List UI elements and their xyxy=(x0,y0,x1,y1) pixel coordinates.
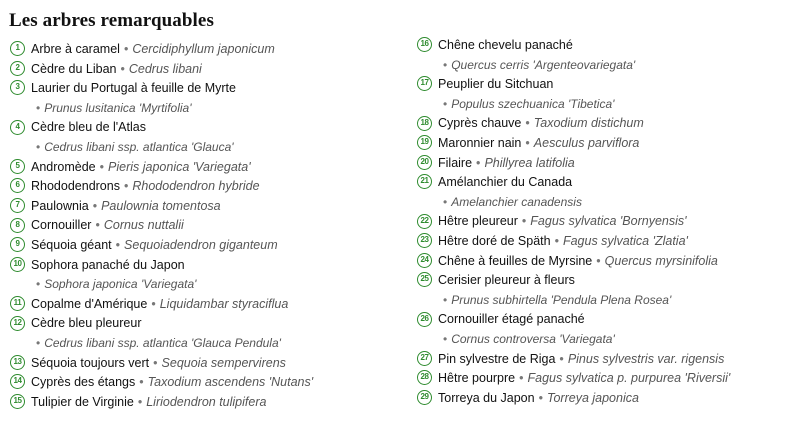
tree-entry-latin-line xyxy=(10,334,405,354)
latin-name: Fagus sylvatica p. purpurea 'Riversii' xyxy=(527,371,731,386)
common-name: Pin sylvestre de Riga xyxy=(438,351,556,366)
latin-name: Amelanchier canadensis xyxy=(451,194,582,209)
separator-dot: • xyxy=(443,57,448,72)
separator-dot: • xyxy=(443,331,448,346)
common-name: Copalme d'Amérique xyxy=(31,296,148,311)
tree-entry xyxy=(10,177,405,197)
common-name: Cornouiller xyxy=(31,218,92,233)
tree-entry xyxy=(417,212,797,232)
common-name: Amélanchier du Canada xyxy=(438,175,573,190)
separator-dot: • xyxy=(36,139,41,154)
tree-entry xyxy=(10,354,405,374)
number-badge: 9 xyxy=(10,237,25,252)
common-name: Arbre à caramel xyxy=(31,42,120,56)
latin-name: Cornus controversa 'Variegata' xyxy=(451,331,615,346)
common-name: Hêtre pourpre xyxy=(438,371,516,386)
common-name: Maronnier nain xyxy=(438,135,522,150)
latin-name: Cedrus libani ssp. atlantica 'Glauca Pendula' xyxy=(44,335,281,350)
separator-dot: • xyxy=(36,335,41,350)
number-badge: 10 xyxy=(10,257,25,272)
tree-entry xyxy=(10,197,405,217)
tree-entry xyxy=(10,216,405,236)
tree-entry-latin-line xyxy=(417,291,797,311)
latin-name: Fagus sylvatica 'Bornyensis' xyxy=(530,214,687,229)
separator-dot: • xyxy=(137,394,143,409)
number-badge: 4 xyxy=(10,120,25,135)
latin-name: Cornus nuttalii xyxy=(103,218,184,233)
common-name: Laurier du Portugal à feuille de Myrte xyxy=(31,81,236,96)
latin-name: Torreya japonica xyxy=(546,390,639,405)
separator-dot: • xyxy=(139,375,144,390)
common-name: Cèdre bleu pleureur xyxy=(31,316,142,331)
tree-entry-latin-line xyxy=(417,95,797,115)
common-name: Hêtre doré de Späth xyxy=(438,233,551,248)
number-badge: 20 xyxy=(417,155,432,170)
number-badge: 26 xyxy=(417,312,432,327)
common-name: Cerisier pleureur à fleurs xyxy=(438,273,575,288)
separator-dot: • xyxy=(538,390,543,405)
common-name: Sophora panaché du Japon xyxy=(31,257,185,272)
separator-dot: • xyxy=(115,237,121,252)
common-name: Séquoia géant xyxy=(31,237,112,252)
latin-name: Prunus lusitanica 'Myrtifolia' xyxy=(44,100,192,115)
tree-entry xyxy=(10,256,405,276)
tree-entry xyxy=(417,173,797,193)
tree-entry xyxy=(10,314,405,334)
number-badge: 14 xyxy=(10,374,25,389)
latin-name: Sequoiadendron giganteum xyxy=(124,237,278,252)
common-name: Cèdre bleu de l'Atlas xyxy=(31,120,146,135)
separator-dot: • xyxy=(521,214,527,229)
separator-dot: • xyxy=(95,218,100,233)
common-name: Cornouiller étagé panaché xyxy=(438,312,585,327)
tree-entry xyxy=(417,369,797,389)
number-badge: 8 xyxy=(10,218,25,233)
common-name: Chêne à feuilles de Myrsine xyxy=(438,253,593,268)
common-name: Chêne chevelu panaché xyxy=(438,38,573,52)
separator-dot: • xyxy=(525,135,530,150)
separator-dot: • xyxy=(554,233,559,248)
tree-entry xyxy=(417,310,797,330)
separator-dot: • xyxy=(596,253,601,268)
number-badge: 5 xyxy=(10,159,25,174)
tree-entry xyxy=(10,393,405,413)
latin-name: Cedrus libani xyxy=(128,61,202,76)
tree-entry xyxy=(417,154,797,174)
latin-name: Sequoia sempervirens xyxy=(161,355,286,370)
common-name: Filaire xyxy=(438,155,473,170)
tree-entry-latin-line xyxy=(10,99,405,119)
tree-entry xyxy=(417,271,797,291)
tree-entry xyxy=(417,75,797,95)
tree-entry xyxy=(417,36,797,56)
latin-name: Fagus sylvatica 'Zlatia' xyxy=(562,233,688,248)
number-badge: 2 xyxy=(10,61,25,76)
separator-dot: • xyxy=(36,277,41,292)
latin-name: Liriodendron tulipifera xyxy=(146,394,267,409)
number-badge: 7 xyxy=(10,198,25,213)
common-name: Torreya du Japon xyxy=(438,390,535,405)
number-badge: 6 xyxy=(10,178,25,193)
latin-name: Cercidiphyllum japonicum xyxy=(132,42,275,56)
tree-entry xyxy=(417,389,797,409)
tree-entry xyxy=(10,60,405,80)
separator-dot: • xyxy=(92,198,98,213)
tree-entry-latin-line xyxy=(417,330,797,350)
latin-name: Populus szechuanica 'Tibetica' xyxy=(451,96,615,111)
tree-entry xyxy=(10,118,405,138)
separator-dot: • xyxy=(151,296,156,311)
number-badge: 12 xyxy=(10,316,25,331)
number-badge: 17 xyxy=(417,76,432,91)
tree-entry xyxy=(10,158,405,178)
separator-dot: • xyxy=(99,159,105,174)
tree-entry-latin-line xyxy=(10,138,405,158)
common-name: Cèdre du Liban xyxy=(31,61,117,76)
tree-list-right xyxy=(417,36,797,408)
latin-name: Quercus myrsinifolia xyxy=(604,253,718,268)
number-badge: 29 xyxy=(417,390,432,405)
common-name: Cyprès des étangs xyxy=(31,375,136,390)
separator-dot: • xyxy=(443,96,448,111)
tree-entry xyxy=(417,114,797,134)
page-title: Les arbres remarquables xyxy=(9,10,214,31)
latin-name: Quercus cerris 'Argenteovariegata' xyxy=(451,57,636,72)
number-badge: 3 xyxy=(10,80,25,95)
common-name: Paulownia xyxy=(31,198,89,213)
latin-name: Liquidambar styraciflua xyxy=(159,296,289,311)
number-badge: 23 xyxy=(417,233,432,248)
latin-name: Pieris japonica 'Variegata' xyxy=(108,159,251,174)
tree-entry xyxy=(417,252,797,272)
latin-name: Taxodium ascendens 'Nutans' xyxy=(147,375,314,390)
tree-entry xyxy=(10,40,405,60)
tree-entry xyxy=(417,134,797,154)
latin-name: Rhododendron hybride xyxy=(132,179,260,194)
number-badge: 21 xyxy=(417,174,432,189)
common-name: Séquoia toujours vert xyxy=(31,355,150,370)
number-badge: 11 xyxy=(10,296,25,311)
common-name: Cyprès chauve xyxy=(438,116,522,131)
latin-name: Sophora japonica 'Variegata' xyxy=(44,277,197,292)
number-badge: 19 xyxy=(417,135,432,150)
tree-entry xyxy=(10,295,405,315)
tree-list-left xyxy=(10,40,405,412)
latin-name: Prunus subhirtella 'Pendula Plena Rosea' xyxy=(451,292,672,307)
number-badge: 25 xyxy=(417,272,432,287)
latin-name: Aesculus parviflora xyxy=(533,135,640,150)
separator-dot: • xyxy=(153,355,158,370)
number-badge: 24 xyxy=(417,253,432,268)
tree-entry xyxy=(10,236,405,256)
common-name: Andromède xyxy=(31,159,96,174)
latin-name: Taxodium distichum xyxy=(533,116,644,131)
number-badge: 27 xyxy=(417,351,432,366)
separator-dot: • xyxy=(36,100,41,115)
tree-entry-latin-line xyxy=(417,193,797,213)
latin-name: Pinus sylvestris var. rigensis xyxy=(567,351,725,366)
tree-entry-latin-line xyxy=(417,56,797,76)
tree-entry xyxy=(417,232,797,252)
separator-dot: • xyxy=(443,292,448,307)
separator-dot: • xyxy=(443,194,448,209)
latin-name: Paulownia tomentosa xyxy=(101,198,221,213)
latin-name: Phillyrea latifolia xyxy=(484,155,575,170)
separator-dot: • xyxy=(123,179,129,194)
latin-name: Cedrus libani ssp. atlantica 'Glauca' xyxy=(44,139,234,154)
number-badge: 16 xyxy=(417,37,432,52)
number-badge: 28 xyxy=(417,370,432,385)
common-name: Peuplier du Sitchuan xyxy=(438,77,554,92)
separator-dot: • xyxy=(120,61,125,76)
separator-dot: • xyxy=(123,42,129,56)
number-badge: 1 xyxy=(10,41,25,56)
separator-dot: • xyxy=(559,351,564,366)
number-badge: 15 xyxy=(10,394,25,409)
separator-dot: • xyxy=(525,116,530,131)
tree-entry xyxy=(417,350,797,370)
separator-dot: • xyxy=(519,371,524,386)
common-name: Rhododendrons xyxy=(31,179,120,194)
tree-entry xyxy=(10,79,405,99)
separator-dot: • xyxy=(476,155,481,170)
common-name: Hêtre pleureur xyxy=(438,214,518,229)
common-name: Tulipier de Virginie xyxy=(31,394,134,409)
tree-entry-latin-line xyxy=(10,275,405,295)
tree-entry xyxy=(10,373,405,393)
number-badge: 13 xyxy=(10,355,25,370)
number-badge: 18 xyxy=(417,116,432,131)
number-badge: 22 xyxy=(417,214,432,229)
